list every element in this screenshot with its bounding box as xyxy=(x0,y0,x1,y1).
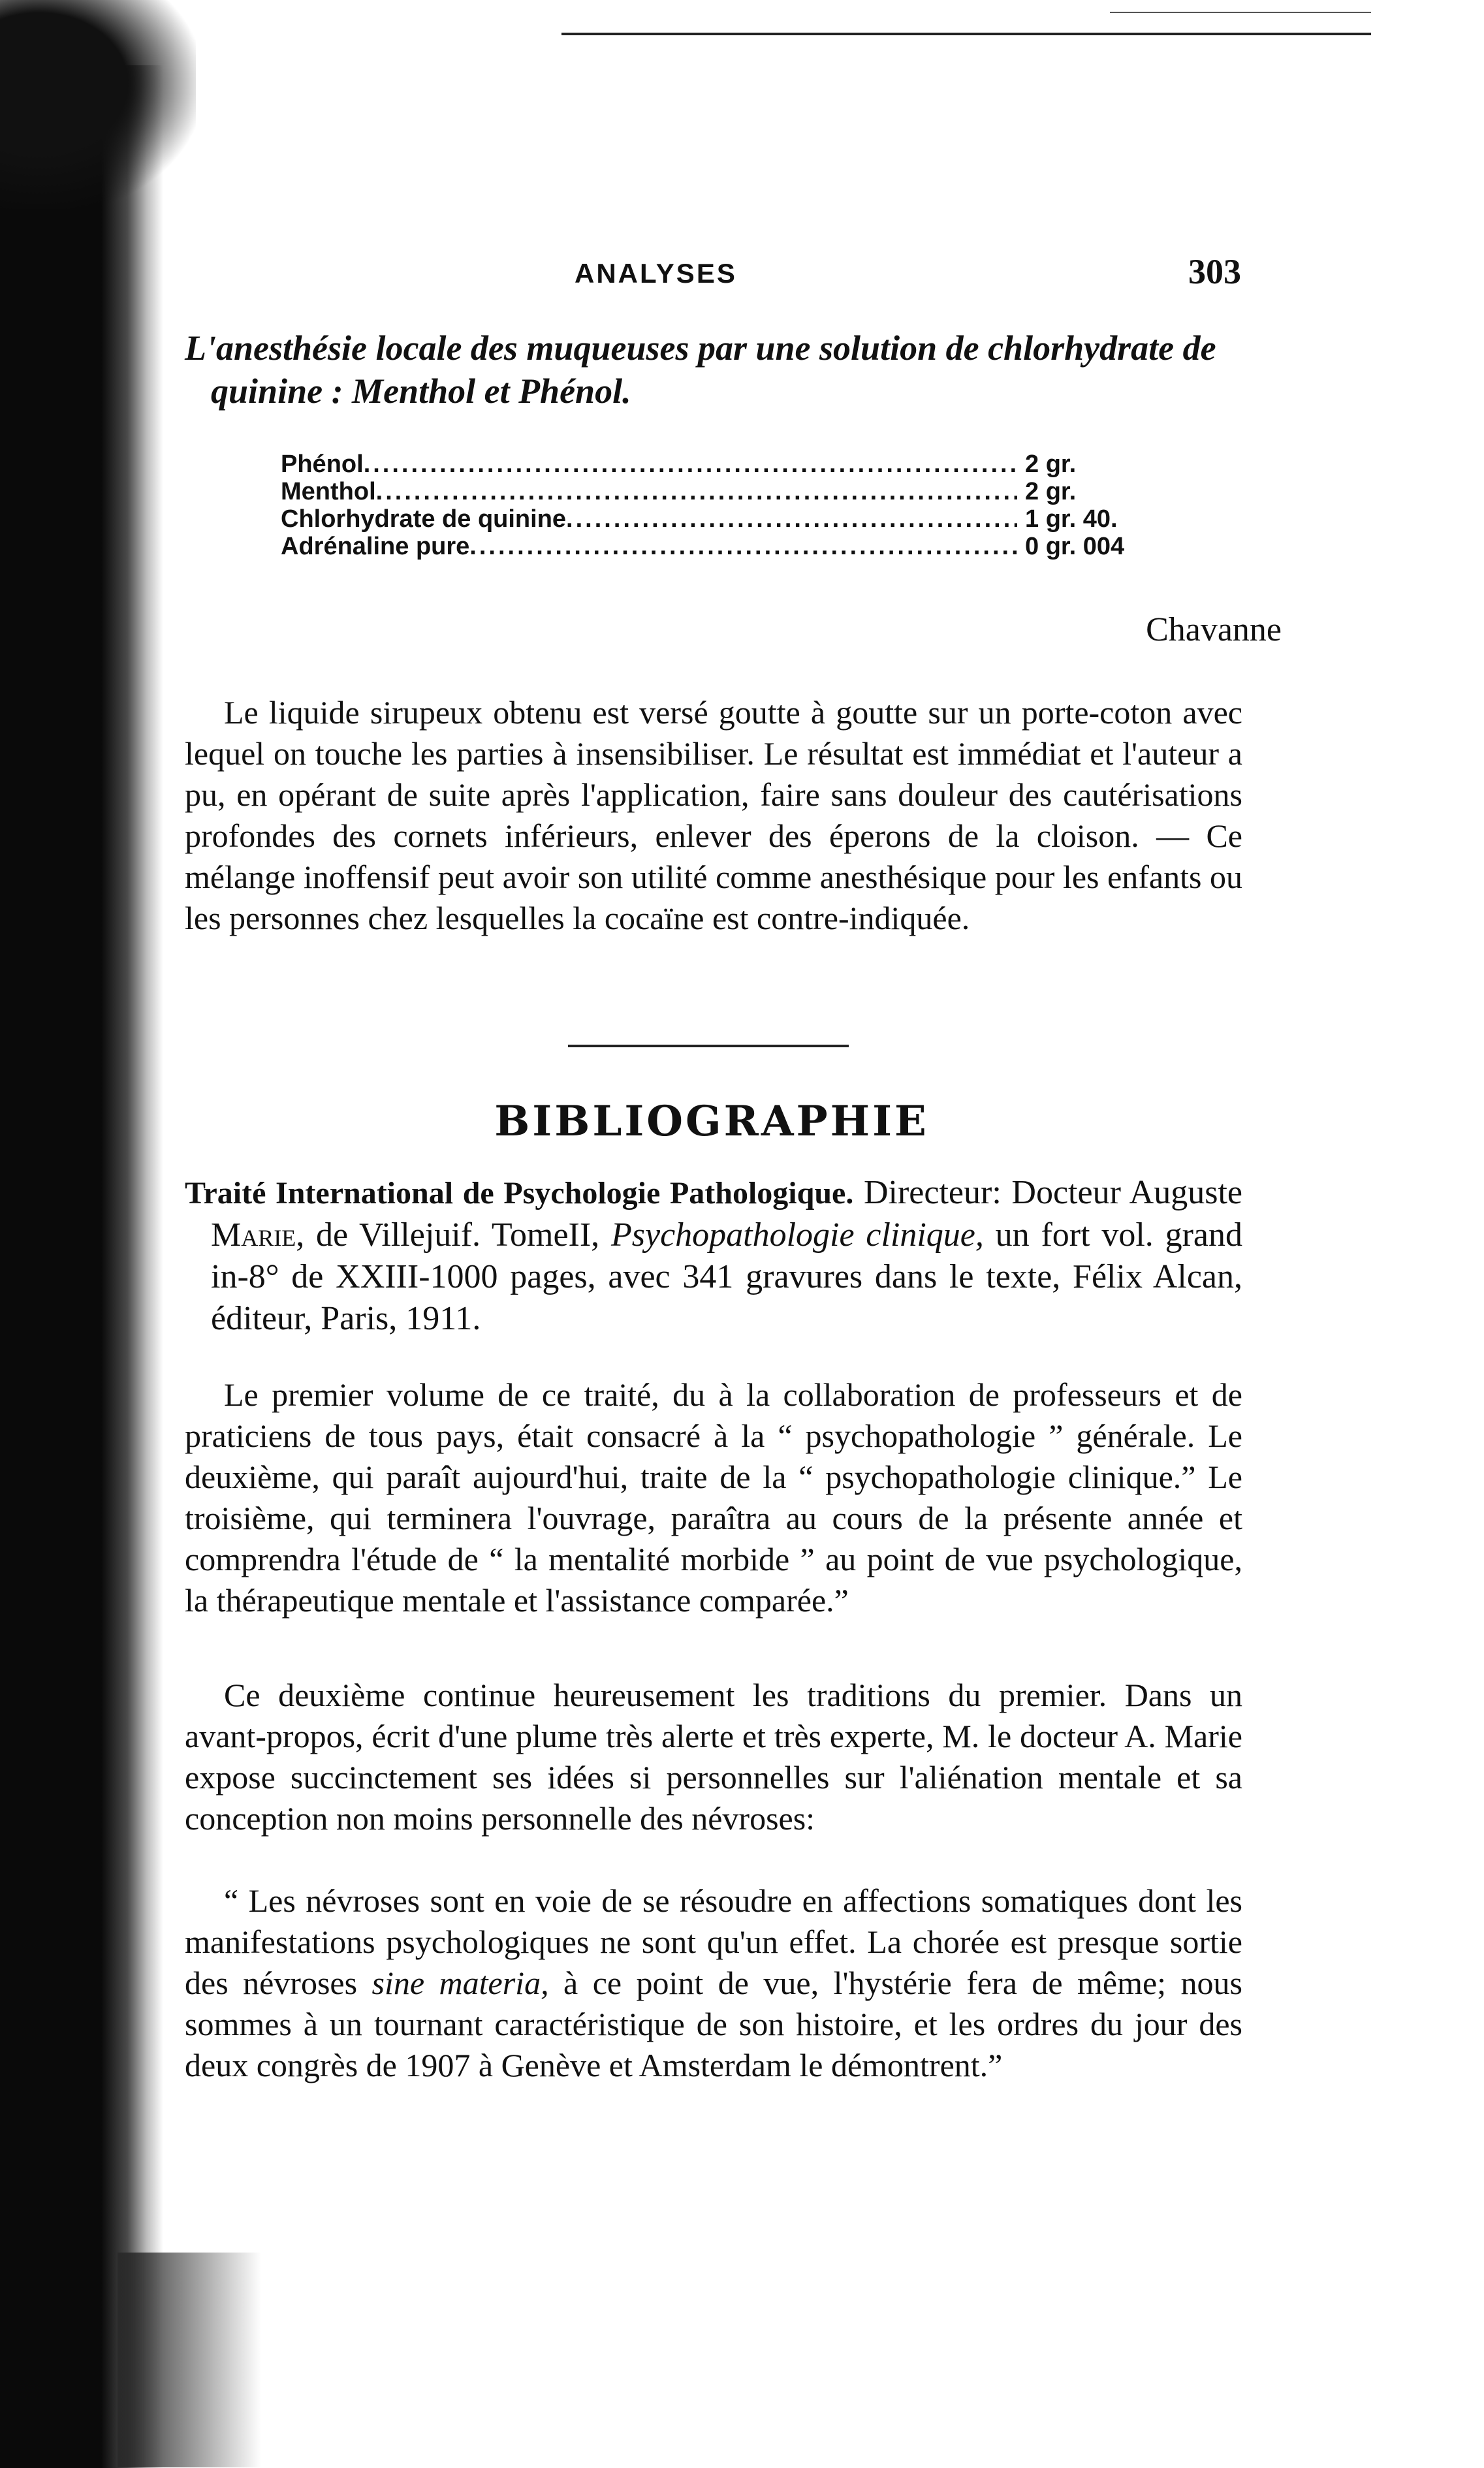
article-author: Chavanne xyxy=(1146,611,1282,648)
formula-quantity: 1 gr. 40. xyxy=(1025,505,1118,533)
review-paragraph-3 xyxy=(185,1880,1242,2086)
formula-ingredient: Phénol xyxy=(281,451,364,478)
formula-ingredient: Adrénaline pure xyxy=(281,533,470,560)
book-spine-shadow-top xyxy=(0,0,196,209)
quote-paragraph xyxy=(185,1880,1242,2086)
book-volume: , de Villejuif. TomeII, xyxy=(296,1216,611,1254)
formula-row xyxy=(281,451,1156,478)
section-separator xyxy=(568,1045,849,1047)
scan-top-rule-thin xyxy=(1110,12,1371,13)
dot-leader xyxy=(566,505,1017,533)
article-title: L'anesthésie locale des muqueuses par une solution de chlorhydrate de quinine : Menthol et Phénol. xyxy=(185,328,1216,411)
running-title: ANALYSES xyxy=(575,258,737,289)
review-paragraph-1 xyxy=(185,1374,1242,1621)
body-paragraph: Le premier volume de ce traité, du à la collaboration de professeurs et de praticiens de tous pays, était consacré à la “ psychopathologie ” générale. Le deuxième, qui paraît aujourd'hui, traite de la “ psychopathologie clinique.” Le troisième, qui terminera l'ouvrage, paraîtra au cours de la présente année et comprendra l'étude de “ la mentalité morbide ” au point de vue psychologique, la thérapeutique mentale et l'assistance comparée.” xyxy=(185,1376,1242,1619)
formula-row xyxy=(281,478,1156,505)
body-paragraph: Le liquide sirupeux obtenu est versé goutte à goutte sur un porte-coton avec lequel on touche les parties à insensibiliser. Le résultat est immédiat et l'auteur a pu, en opérant de suite après l'application, faire sans douleur des cautérisations profondes des cornets inférieurs, enlever des éperons de la cloison. — Ce mélange inoffensif peut avoir son utilité comme anesthésique pour les enfants ou les personnes chez lesquelles la cocaïne est contre-indiquée. xyxy=(185,694,1242,936)
scan-top-rule xyxy=(561,33,1371,35)
dot-leader xyxy=(376,478,1017,505)
formula-row xyxy=(281,533,1156,560)
formula-list xyxy=(281,451,1156,560)
book-spine-shadow xyxy=(0,65,163,2468)
dot-leader xyxy=(364,451,1017,478)
book-subtitle: Psychopathologie clinique, xyxy=(610,1216,984,1254)
review-paragraph-2 xyxy=(185,1675,1242,1839)
book-director-prefix: Directeur: Docteur Auguste xyxy=(853,1174,1242,1211)
quote-text-end: à ce point de vue, l'hystérie fera de même; nous sommes à un tournant caractéristique de son histoire, et les ordres du jour des deux congrès de 1907 à Genève et Amsterdam le démontrent.” xyxy=(185,1965,1242,2083)
quote-text: “ Les névroses sont en voie de se résoudre en affections somatiques dont les manifestations psychologiques ne sont qu'un effet. La chorée est presque sortie des névroses xyxy=(185,1882,1242,2001)
formula-row xyxy=(281,505,1156,533)
page-number: 303 xyxy=(1188,252,1241,291)
book-title: Traité International de Psychologie Pathologique. xyxy=(185,1176,854,1210)
dot-leader xyxy=(469,533,1017,560)
book-director-name: Marie xyxy=(211,1216,296,1254)
formula-ingredient: Menthol xyxy=(281,478,376,505)
quote-italic: sine materia, xyxy=(371,1965,549,2001)
section-heading: BIBLIOGRAPHIE xyxy=(494,1097,929,1146)
formula-quantity: 2 gr. xyxy=(1025,478,1077,505)
formula-ingredient: Chlorhydrate de quinine xyxy=(281,505,567,533)
formula-quantity: 2 gr. xyxy=(1025,451,1077,478)
article-body xyxy=(185,692,1242,939)
formula-quantity: 0 gr. 004 xyxy=(1025,533,1125,560)
body-paragraph: Ce deuxième continue heureusement les traditions du premier. Dans un avant-propos, écrit d'une plume très alerte et très experte, M. le docteur A. Marie expose succinctement ses idées si personnelles sur l'aliénation mentale et sa conception non moins personnelle des névroses: xyxy=(185,1677,1242,1837)
book-spine-shadow-bottom xyxy=(118,2253,261,2467)
book-details: un fort vol. grand in-8° de XXIII-1000 pages, avec 341 gravures dans le texte, Félix Alcan, éditeur, Paris, 1911. xyxy=(211,1216,1242,1337)
bibliography-entry xyxy=(185,1172,1242,1340)
